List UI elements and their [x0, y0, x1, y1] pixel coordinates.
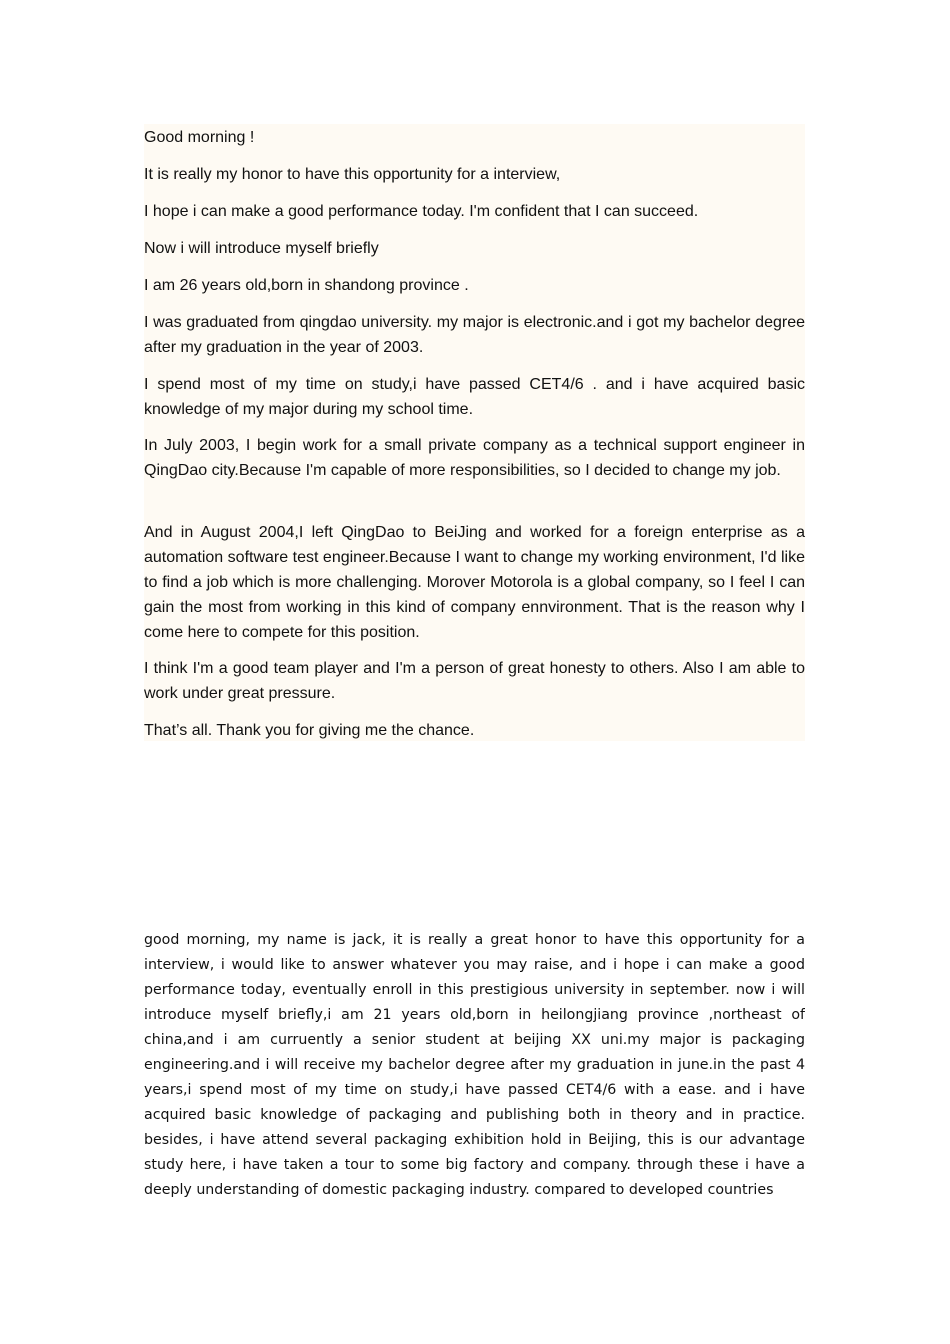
paragraph-honor: It is really my honor to have this opportunity for a interview,	[144, 166, 561, 183]
paragraph-performance: I hope i can make a good performance today. I'm confident that I can succeed.	[144, 203, 699, 220]
paragraph-second-job: And in August 2004,I left QingDao to BeiJing and worked for a foreign enterprise as a automation software test engineer.Because I want to change my working environment, I'd like to find a job which is more challenging. Morover Motorola is a global company, so I feel I can gain the most from working in this kind of company ennvironment. That is the reason why I come here to compete for this position.	[144, 524, 805, 641]
paragraph-study: I spend most of my time on study,i have passed CET4/6 . and i have acquired basic knowledge of my major during my school time.	[144, 376, 805, 418]
paragraph-introduce: Now i will introduce myself briefly	[144, 240, 379, 257]
paragraph-education: I was graduated from qingdao university. my major is electronic.and i got my bachelor degree after my graduation in the year of 2003.	[144, 314, 805, 356]
paragraph-greeting: Good morning !	[144, 129, 255, 146]
student-intro-paragraph: good morning, my name is jack, it is really a great honor to have this opportunity for a interview, i would like to answer whatever you may raise, and i hope i can make a good performance today, eventually enroll in this prestigious university in september. now i will introduce myself briefly,i am 21 years old,born in heilongjiang province ,northeast of china,and i am curruently a senior student at beijing XX uni.my major is packaging engineering.and i will receive my bachelor degree after my graduation in june.in the past 4 years,i spend most of my time on study,i have passed CET4/6 with a ease. and i have acquired basic knowledge of packaging and publishing both in theory and in practice. besides, i have attend several packaging exhibition hold in Beijing, this is our advantage study here, i have taken a tour to some big factory and company. through these i have a deeply understanding of domestic packaging industry. compared to developed countries	[144, 932, 805, 1198]
paragraph-team-player: I think I'm a good team player and I'm a person of great honesty to others. Also I am able to work under great pressure.	[144, 660, 805, 702]
interview-intro-block	[144, 124, 805, 741]
paragraph-first-job: In July 2003, I begin work for a small private company as a technical support engineer in QingDao city.Because I'm capable of more responsibilities, so I decided to change my job.	[144, 437, 805, 479]
paragraph-age: I am 26 years old,born in shandong province .	[144, 277, 469, 294]
paragraph-closing: That’s all. Thank you for giving me the chance.	[144, 722, 475, 739]
